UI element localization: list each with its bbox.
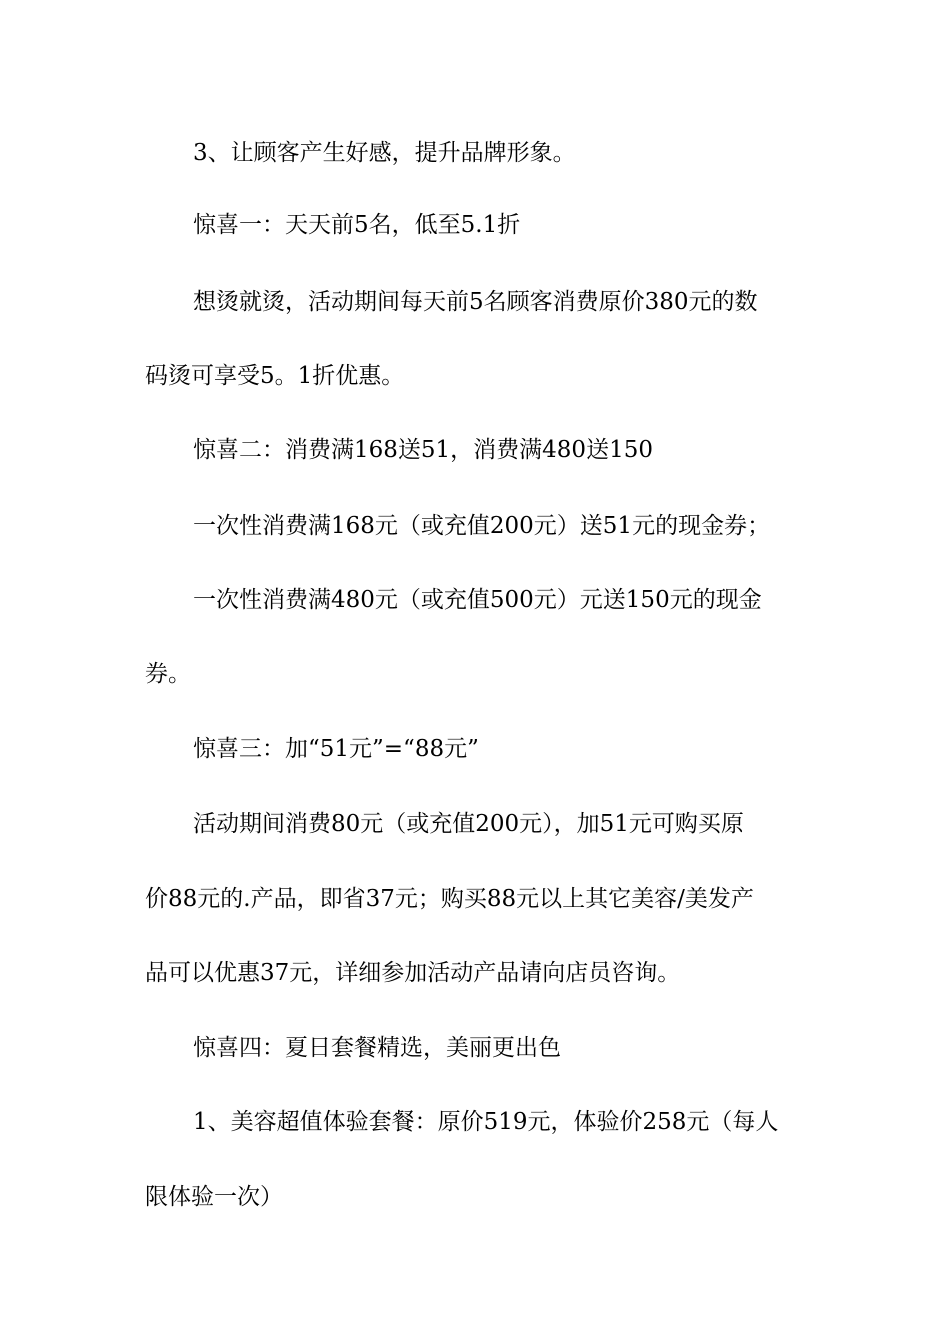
section-heading: 惊喜四：夏日套餐精选，美丽更出色 <box>193 1035 561 1061</box>
paragraph-line: 一次性消费满480元（或充值500元）元送150元的现金 <box>193 587 762 613</box>
paragraph-line: 想烫就烫，活动期间每天前5名顾客消费原价380元的数 <box>193 289 758 315</box>
paragraph-line: 一次性消费满168元（或充值200元）送51元的现金券； <box>193 513 771 539</box>
section-heading: 惊喜三：加“51元”=“88元” <box>193 736 479 762</box>
paragraph-line: 活动期间消费80元（或充值200元），加51元可购买原 <box>193 811 744 837</box>
section-heading: 惊喜二：消费满168送51，消费满480送150 <box>193 437 653 463</box>
paragraph-line: 限体验一次） <box>145 1184 283 1210</box>
paragraph-line: 券。 <box>145 661 191 687</box>
paragraph-line: 价88元的.产品，即省37元；购买88元以上其它美容/美发产 <box>145 886 754 912</box>
paragraph-line: 码烫可享受5。1折优惠。 <box>145 363 405 389</box>
section-heading: 惊喜一：天天前5名，低至5.1折 <box>193 212 521 238</box>
paragraph-line: 1、美容超值体验套餐：原价519元，体验价258元（每人 <box>193 1109 779 1135</box>
paragraph-line: 3、让顾客产生好感，提升品牌形象。 <box>193 140 576 166</box>
paragraph-line: 品可以优惠37元，详细参加活动产品请向店员咨询。 <box>145 960 681 986</box>
